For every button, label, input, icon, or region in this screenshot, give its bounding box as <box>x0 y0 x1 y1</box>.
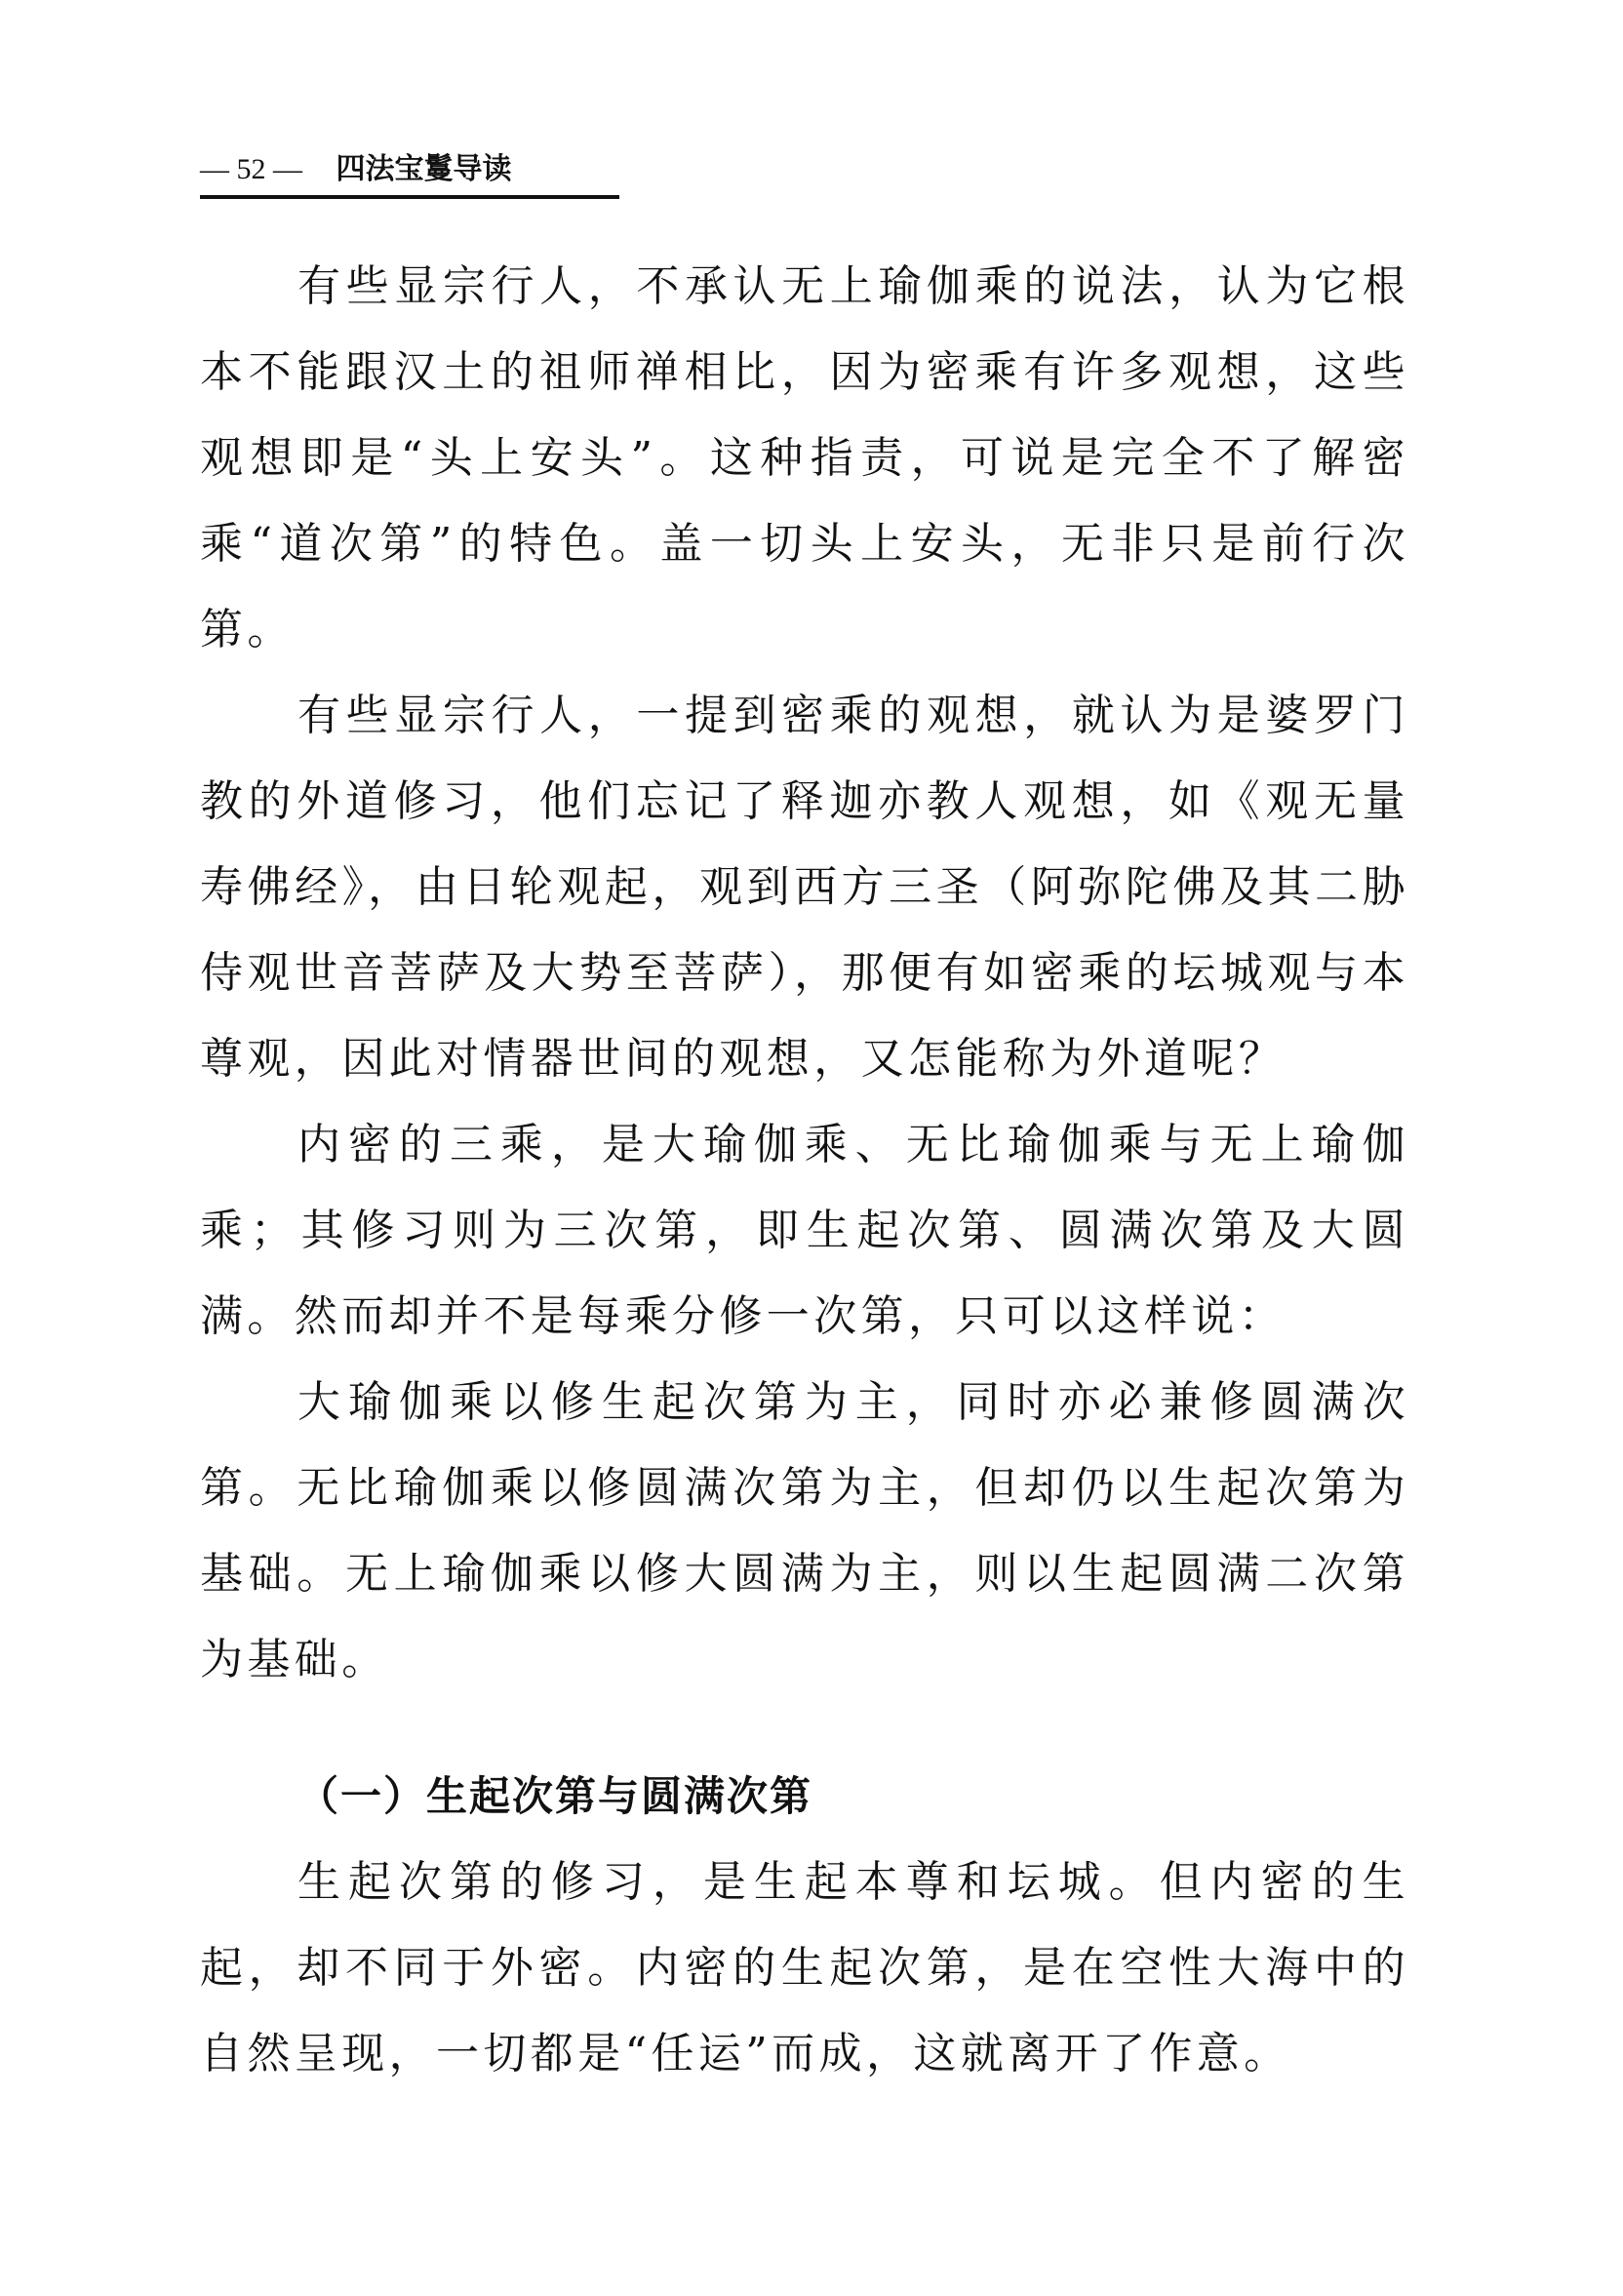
paragraph-1: 有些显宗行人，不承认无上瑜伽乘的说法，认为它根本不能跟汉土的祖师禅相比，因为密乘有许多观想，这些观想即是“头上安头”。这种指责，可说是完全不了解密乘“道次第”的特色。盖一切头上安头，无非只是前行次第。 <box>200 261 1409 654</box>
running-head <box>200 144 619 199</box>
section-paragraph-1: 生起次第的修习，是生起本尊和坛城。但内密的生起，却不同于外密。内密的生起次第，是在空性大海中的自然呈现，一切都是“任运”而成，这就离开了作意。 <box>200 1857 1409 2078</box>
page-number: — 52 — <box>200 153 302 185</box>
paragraph-2: 有些显宗行人，一提到密乘的观想，就认为是婆罗门教的外道修习，他们忘记了释迦亦教人观想，如《观无量寿佛经》，由日轮观起，观到西方三圣（阿弥陀佛及其二胁侍观世音菩萨及大势至菩萨），那便有如密乘的坛城观与本尊观，因此对情器世间的观想，又怎能称为外道呢？ <box>200 691 1409 1084</box>
body-text <box>200 244 1409 2097</box>
book-title: 四法宝鬘导读 <box>336 152 512 186</box>
paragraph-4: 大瑜伽乘以修生起次第为主，同时亦必兼修圆满次第。无比瑜伽乘以修圆满次第为主，但却仍以生起次第为基础。无上瑜伽乘以修大圆满为主，则以生起圆满二次第为基础。 <box>200 1377 1409 1684</box>
section-heading: （一）生起次第与圆满次第 <box>297 1772 813 1820</box>
paragraph-3: 内密的三乘，是大瑜伽乘、无比瑜伽乘与无上瑜伽乘；其修习则为三次第，即生起次第、圆满次第及大圆满。然而却并不是每乘分修一次第，只可以这样说： <box>200 1120 1409 1341</box>
